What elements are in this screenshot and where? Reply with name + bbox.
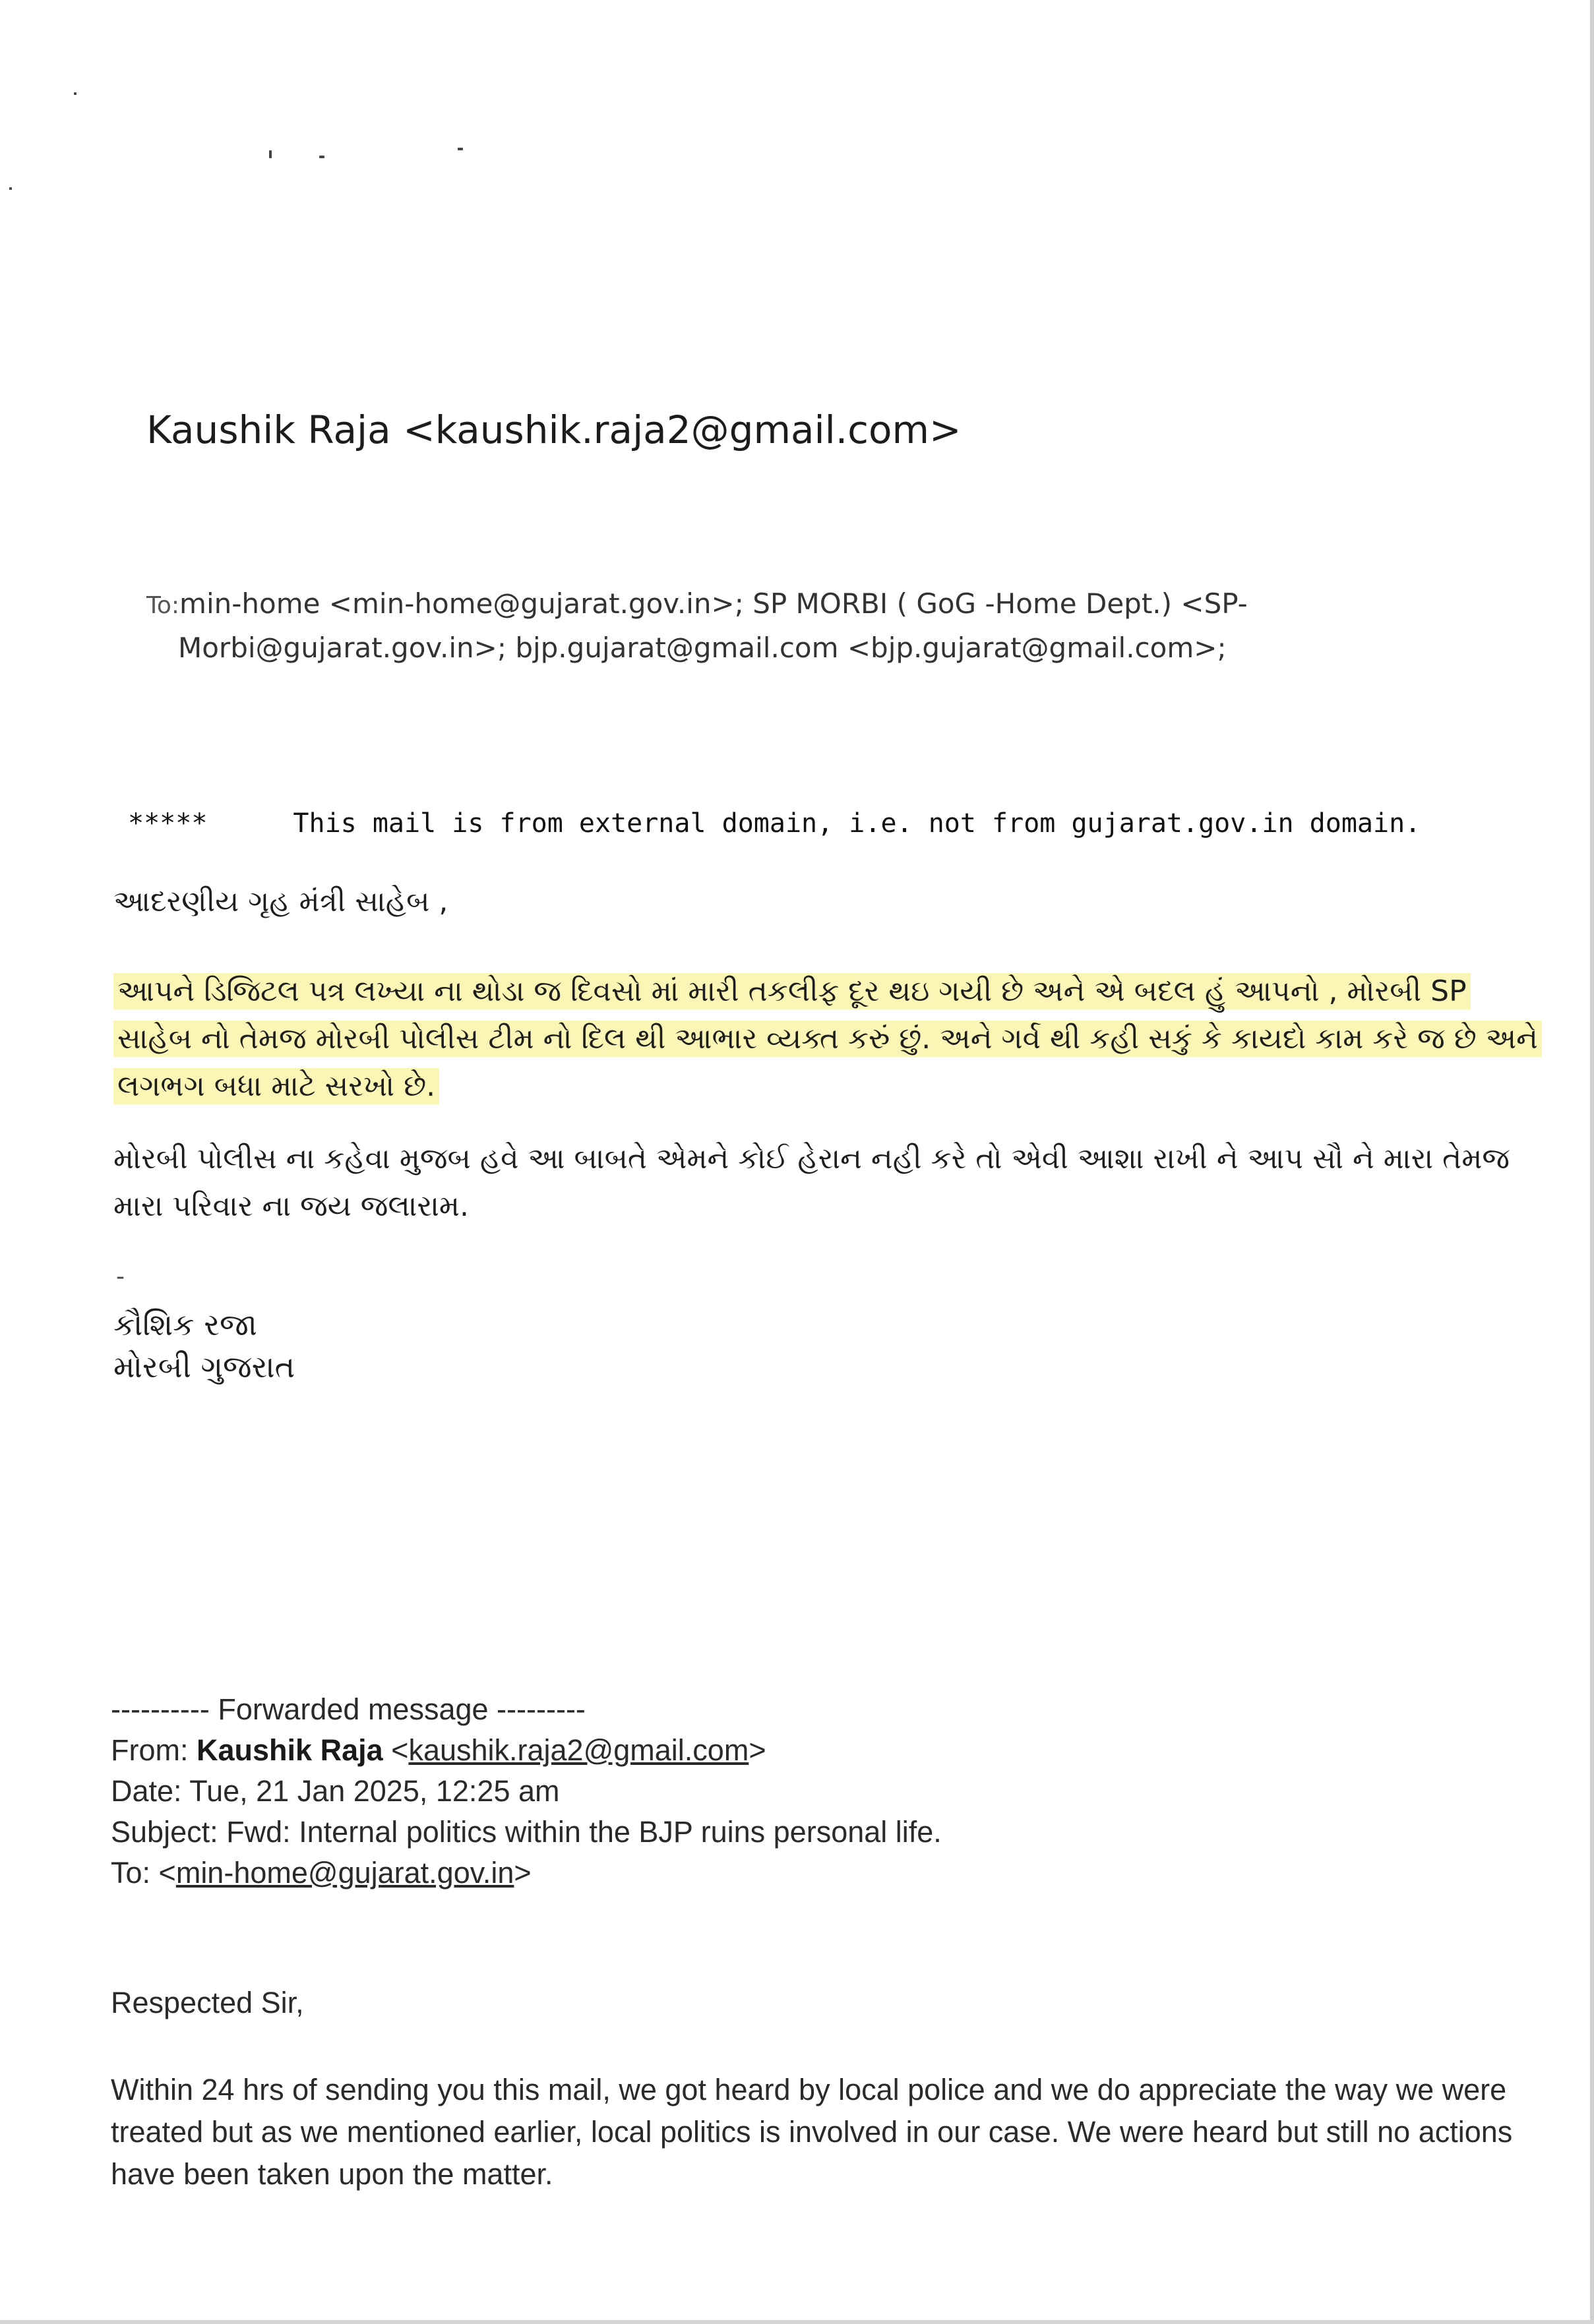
scan-edge-bottom [0, 2320, 1594, 2324]
subject-value: Fwd: Internal politics within the BJP ruins personal life. [226, 1815, 942, 1849]
notice-stars: ***** [128, 808, 208, 839]
to-open: < [158, 1856, 176, 1890]
signature-place: મોરબી ગુજરાત [113, 1349, 295, 1385]
paragraph-gujarati: મોરબી પોલીસ ના કહેવા મુજબ હવે આ બાબતે એમને કોઈ હેરાન નહી કરે તો એવી આશા રાખી ને આપ સૌ ને મારા તેમજ મારા પરિવાર ના જય જલારામ. [113, 1142, 1510, 1223]
to-email-link[interactable]: min-home@gujarat.gov.in [175, 1856, 514, 1890]
from-email-close: > [749, 1733, 766, 1767]
email-recipients [146, 583, 1312, 669]
from-email-link[interactable]: kaushik.raja2@gmail.com [408, 1733, 749, 1767]
paragraph-english: Within 24 hrs of sending you this mail, we got heard by local police and we do appreciate the way we were treated but as we mentioned earlier, local politics is involved in our case. We were heard but still no actions have been taken upon the matter. [111, 2073, 1513, 2191]
to-recipients-text: min-home <min-home@gujarat.gov.in>; SP MORBI ( GoG -Home Dept.) <SP-Morbi@gujarat.gov.in>; bjp.gujarat@gmail.com <bjp.gujarat@gmail.com>; [178, 587, 1248, 664]
forwarded-message-block [111, 1689, 942, 1893]
external-domain-notice [128, 808, 1421, 839]
scan-speck [74, 92, 77, 95]
scan-speck [9, 187, 12, 190]
notice-text: This mail is from external domain, i.e. not from gujarat.gov.in domain. [293, 808, 1421, 839]
salutation-gujarati: આદરણીય ગૃહ મંત્રી સાહેબ , [113, 885, 448, 918]
scan-speck [458, 148, 463, 150]
date-value: Tue, 21 Jan 2025, 12:25 am [189, 1774, 560, 1808]
subject-label: Subject: [111, 1815, 218, 1849]
forwarded-date [111, 1771, 942, 1812]
scan-edge-right [1590, 0, 1594, 2324]
signature-dash: - [116, 1263, 125, 1290]
clipped-text-line [116, 1396, 314, 1402]
date-label: Date: [111, 1774, 182, 1808]
forwarded-from [111, 1730, 942, 1771]
to-close: > [514, 1856, 532, 1890]
from-label: From: [111, 1733, 189, 1767]
greeting-english: Respected Sir, [111, 1986, 304, 2019]
to-label: To: [146, 592, 180, 619]
paragraph-gujarati-highlighted [113, 968, 1545, 1110]
forwarded-header: ---------- Forwarded message --------- [111, 1692, 586, 1726]
scan-speck [319, 156, 324, 158]
forwarded-subject [111, 1812, 942, 1853]
forwarded-to [111, 1853, 942, 1893]
from-email-open: < [391, 1733, 409, 1767]
scan-speck [269, 150, 272, 158]
highlighted-text: આપને ડિજિટલ પત્ર લખ્યા ના થોડા જ દિવસો માં મારી તકલીફ દૂર થઇ ગયી છે અને એ બદલ હું આપનો , મોરબી SP સાહેબ નો તેમજ મોરબી પોલીસ ટીમ નો દિલ થી આભાર વ્યક્ત કરું છું. અને ગર્વ થી કહી સકું કે કાયદો કામ કરે જ છે અને લગભગ બધા માટે સરખો છે. [113, 973, 1542, 1104]
from-name: Kaushik Raja [197, 1733, 383, 1767]
to-label-fwd: To: [111, 1856, 151, 1890]
email-sender: Kaushik Raja <kaushik.raja2@gmail.com> [146, 407, 962, 452]
signature-name: કૌશિક રજા [113, 1307, 257, 1342]
